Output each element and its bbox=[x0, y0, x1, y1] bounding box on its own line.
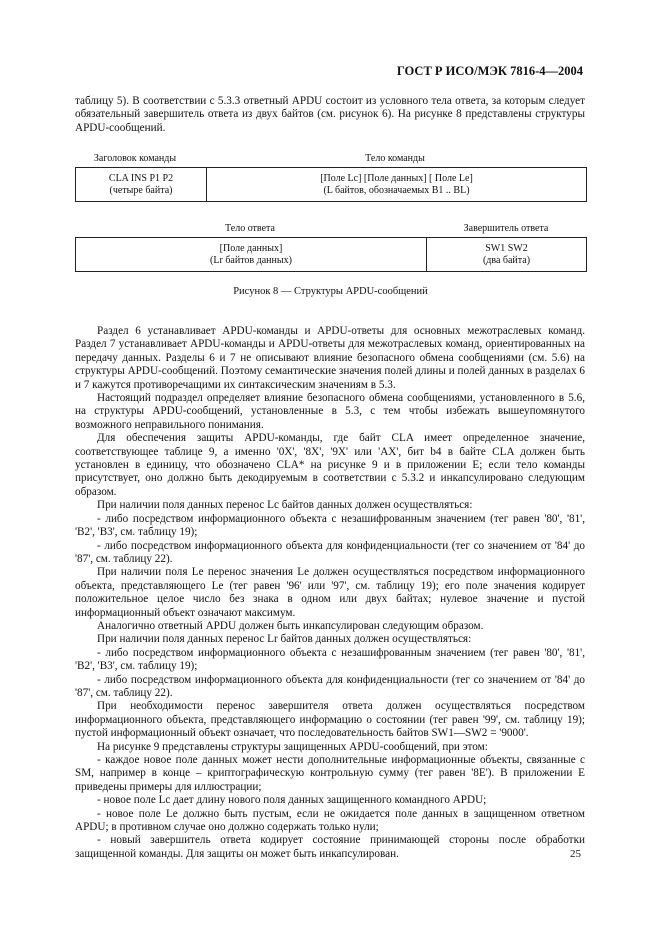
list-item: - либо посредством информационного объекта с незашифрованным значением (тег равен '80', '81', 'B2', 'B3', см. таблицу 19); bbox=[75, 646, 585, 673]
response-trailer-label: Завершитель ответа bbox=[463, 223, 549, 234]
cmd-header-line2: (четыре байта) bbox=[109, 184, 173, 196]
resp-trailer-line2: (два байта) bbox=[482, 254, 531, 266]
resp-trailer-line1: SW1 SW2 bbox=[485, 242, 528, 254]
body-text bbox=[75, 325, 585, 861]
paragraph: На рисунке 9 представлены структуры защищенных APDU-сообщений, при этом: bbox=[97, 740, 488, 753]
paragraph: Для обеспечения защиты APDU-команды, где байт CLA имеет определенное значение, соответствующее таблице 9, а именно '0X', '8X', '9X' или 'AX', бит b4 в байте CLA должен быть установлен в единицу, что обозначено CLA* на рисунке 9 и в приложении E; если тело команды присутствует, оно должно быть декодируемым в соответствии с 5.3.2 и инкапсулировано следующим образом. bbox=[75, 432, 585, 498]
list-item: - новое поле Lc дает длину нового поля данных защищенного командного APDU; bbox=[97, 794, 487, 807]
intro-text bbox=[75, 95, 585, 135]
intro-paragraph: таблицу 5). В соответствии с 5.3.3 ответный APDU состоит из условного тела ответа, за которым следует обязательный завершитель ответа из двух байтов (см. рисунок 6). На рисунке 8 представлены структуры APDU-сообщений. bbox=[75, 95, 585, 134]
paragraph: Аналогично ответный APDU должен быть инкапсулирован следующим образом. bbox=[97, 619, 484, 632]
cmd-body-line1: [Поле Lc] [Поле данных] [ Поле Le] bbox=[320, 172, 473, 184]
resp-body-line2: (Lr байтов данных) bbox=[210, 254, 292, 266]
paragraph: При наличии поля данных перенос Lc байтов данных должен осуществляться: bbox=[97, 499, 473, 512]
response-structure-box bbox=[75, 237, 587, 272]
command-header-cell bbox=[76, 168, 206, 201]
paragraph: При необходимости перенос завершителя ответа должен осуществляться посредством информационного объекта, представляющего информацию о состоянии (тег равен '99', см. таблицу 19); пустой информационный объект означает, что последовательность байтов SW1—SW2 = '9000'. bbox=[75, 700, 585, 740]
command-structure-box bbox=[75, 167, 587, 202]
cmd-body-line2: (L байтов, обозначаемых B1 .. BL) bbox=[323, 184, 470, 196]
response-body-cell bbox=[76, 238, 426, 271]
command-body-label: Тело команды bbox=[365, 153, 425, 164]
response-body-label: Тело ответа bbox=[225, 223, 275, 234]
standard-header: ГОСТ Р ИСО/МЭК 7816-4—2004 bbox=[396, 64, 583, 78]
list-item: - новый завершитель ответа кодирует состояние принимающей стороны после обработки защищенной команды. Для защиты он может быть инкапсулирован. bbox=[75, 834, 585, 860]
list-item: - либо посредством информационного объекта для конфиденциальности (тег со значением от '84' до '87', см. таблицу 22). bbox=[75, 539, 585, 565]
list-item: - каждое новое поле данных может нести дополнительные информационные объекты, связанные с SM, например в конце – криптографическую контрольную сумму (тег равен '8E'). В приложении E приведены примеры для иллюстрации; bbox=[75, 754, 585, 793]
paragraph: При наличии поля данных перенос Lr байтов данных должен осуществляться: bbox=[97, 633, 472, 646]
list-item: - либо посредством информационного объекта для конфиденциальности (тег со значением от '84' до '87', см. таблицу 22). bbox=[75, 673, 585, 699]
list-item: - новое поле Le должно быть пустым, если не ожидается поле данных в защищенном ответном APDU; в противном случае оно должно содержать только нули; bbox=[75, 807, 585, 834]
paragraph: Раздел 6 устанавливает APDU-команды и APDU-ответы для основных межотраслевых команд. Раздел 7 устанавливает APDU-команды и APDU-ответы для межотраслевых команд, ориентированных на передачу данных. Разделы 6 и 7 не описывают влияние безопасного обмена сообщениями (см. 5.6) на структуры APDU-сообщений. Поэтому семантические значения полей длины и полей данных в разделах 6 и 7 кажутся противоречащими их синтаксическим значениям в 5.3. bbox=[75, 325, 585, 391]
response-trailer-cell bbox=[427, 238, 586, 271]
command-body-cell bbox=[207, 168, 586, 201]
command-header-label: Заголовок команды bbox=[93, 153, 177, 164]
cmd-header-line1: CLA INS P1 P2 bbox=[108, 172, 174, 184]
resp-body-line1: [Поле данных] bbox=[219, 242, 283, 254]
paragraph: Настоящий подраздел определяет влияние безопасного обмена сообщениями, установленного в 5.6, на структуры APDU-сообщений, установленные в 5.3, с тем чтобы избежать вышеупомянутого возможного неправильного понимания. bbox=[75, 392, 585, 431]
list-item: - либо посредством информационного объекта с незашифрованным значением (тег равен '80', '81', 'B2', 'B3', см. таблицу 19); bbox=[75, 512, 585, 539]
paragraph: При наличии поля Le перенос значения Le должен осуществляться посредством информационного объекта, представляющего Le (тег равен '96' или '97', см. таблицу 19); его поле значения кодирует положительное целое число без знака в одном или двух байтах; нулевое значение и пустой информационный объект означают максимум. bbox=[75, 566, 585, 619]
figure-caption: Рисунок 8 — Структуры APDU-сообщений bbox=[233, 286, 428, 297]
page-number: 25 bbox=[570, 848, 581, 860]
